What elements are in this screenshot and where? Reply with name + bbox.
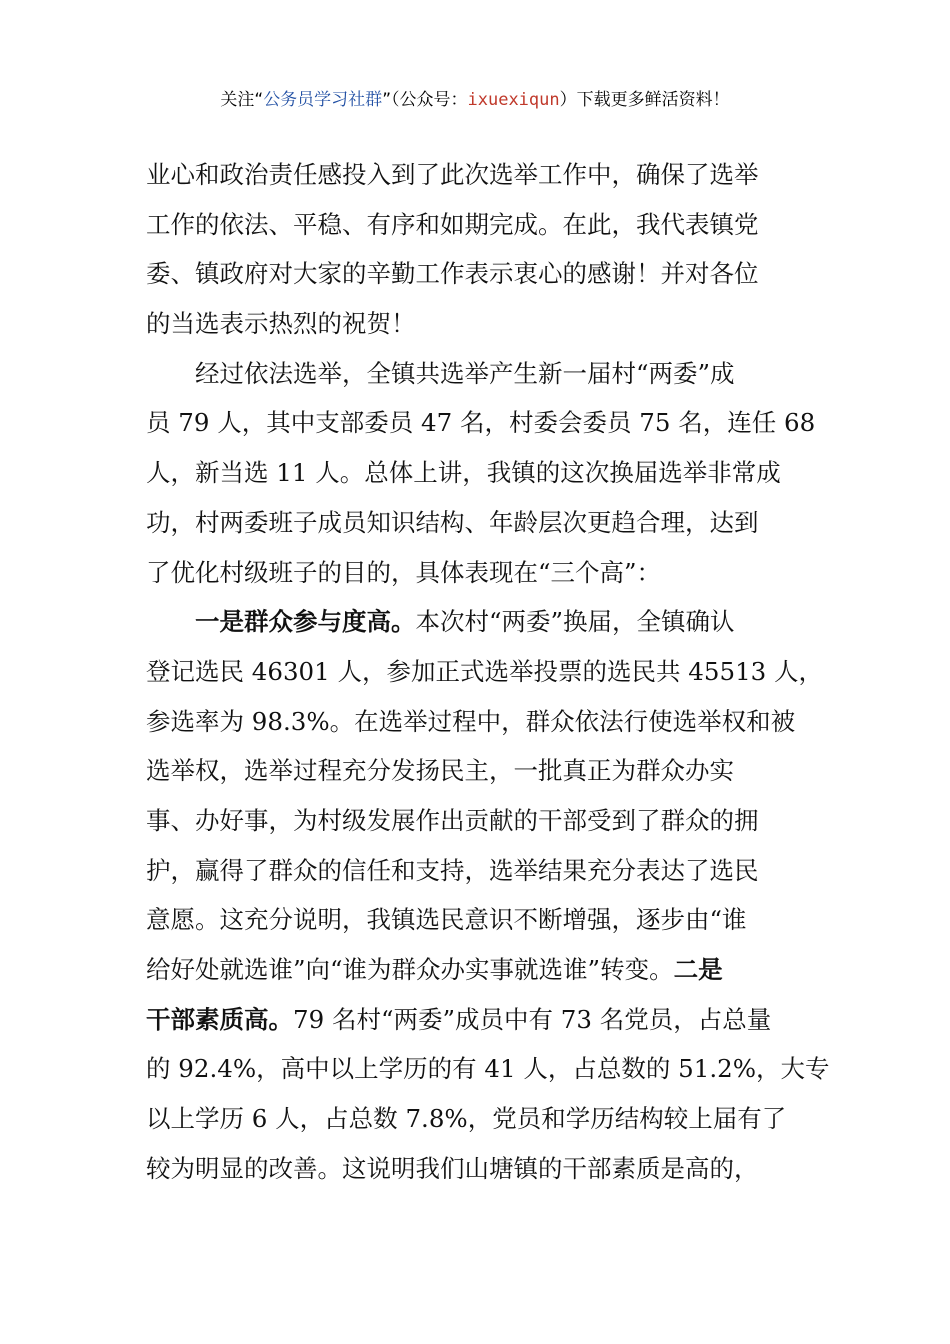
- text-line: 意愿。这充分说明，我镇选民意识不断增强，逐步由“谁: [146, 905, 747, 935]
- header-quote-close: ”: [382, 90, 391, 110]
- text-line: 功，村两委班子成员知识结构、年龄层次更趋合理，达到: [146, 507, 759, 537]
- text-line: 人，新当选 11 人。总体上讲，我镇的这次换届选举非常成: [146, 458, 781, 488]
- text-line: 委、镇政府对大家的辛勤工作表示衷心的感谢！并对各位: [146, 259, 759, 289]
- text-line: 选举权，选举过程充分发扬民主，一批真正为群众办实: [146, 756, 734, 786]
- text-line: 登记选民 46301 人，参加正式选举投票的选民共 45513 人，: [146, 656, 824, 686]
- text-line: 一是群众参与度高。本次村“两委”换届，全镇确认: [195, 607, 735, 637]
- text-line: 较为明显的改善。这说明我们山塘镇的干部素质是高的，: [146, 1153, 759, 1183]
- text-line: 业心和政治责任感投入到了此次选举工作中，确保了选举: [146, 160, 759, 189]
- header-text-follow: 关注: [220, 90, 255, 110]
- point-one-heading: 一是群众参与度高。: [195, 607, 416, 637]
- header-brand: 公务员学习社群: [263, 90, 383, 110]
- text-line: 员 79 人，其中支部委员 47 名，村委会委员 75 名，连任 68: [146, 408, 816, 438]
- text-line: 的当选表示热烈的祝贺！: [146, 309, 416, 339]
- point-two-heading-end: 干部素质高。: [146, 1004, 293, 1034]
- text-line: 干部素质高。79 名村“两委”成员中有 73 名党员，占总量: [146, 1004, 772, 1034]
- text-line: 护，赢得了群众的信任和支持，选举结果充分表达了选民: [146, 855, 759, 885]
- text-line: 工作的依法、平稳、有序和如期完成。在此，我代表镇党: [146, 209, 759, 239]
- header-banner: [0, 86, 950, 114]
- text-line: 给好处就选谁”向“谁为群众办实事就选谁”转变。二是: [146, 955, 723, 984]
- point-two-heading-start: 二是: [673, 955, 723, 984]
- header-quote-open: “: [254, 90, 264, 110]
- header-text-download: ）下载更多鲜活资料！: [559, 90, 730, 110]
- text-line: 事、办好事，为村级发展作出贡献的干部受到了群众的拥: [146, 805, 759, 835]
- text-line: 以上学历 6 人，占总数 7.8%，党员和学历结构较上届有了: [146, 1104, 787, 1134]
- header-account-id: ixuexiqun: [467, 90, 560, 110]
- document-body: [146, 150, 830, 1193]
- text-line: 了优化村级班子的目的，具体表现在“三个高”：: [146, 557, 662, 587]
- header-text-account-label: （公众号：: [391, 90, 468, 110]
- text-line: 经过依法选举，全镇共选举产生新一届村“两委”成: [146, 358, 735, 388]
- text-line: 参选率为 98.3%。在选举过程中，群众依法行使选举权和被: [146, 706, 796, 736]
- text-line: 的 92.4%，高中以上学历的有 41 人，占总数的 51.2%，大专: [146, 1054, 830, 1084]
